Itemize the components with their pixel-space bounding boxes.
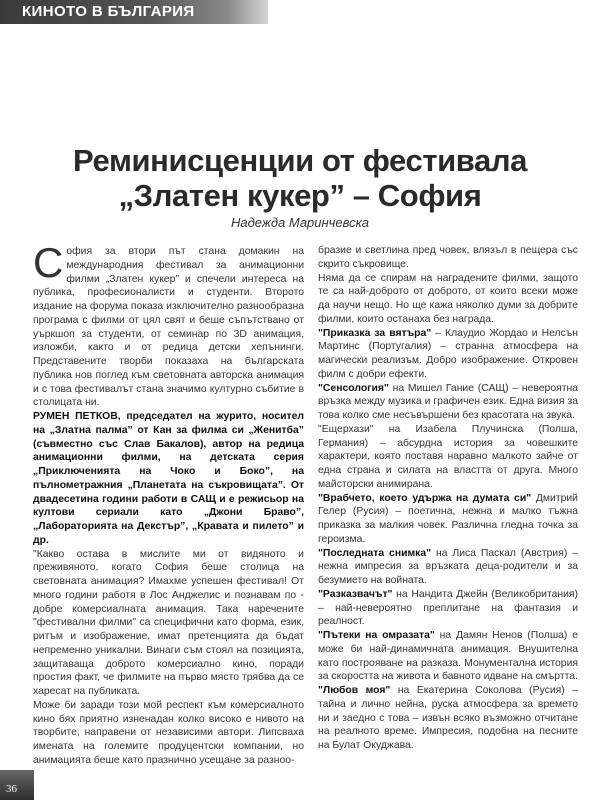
film-entry (318, 684, 578, 753)
paragraph-intro (33, 239, 304, 410)
paragraph-continued: бразие и светлина пред човек, влязъл в пещера със скрито съкровище. (318, 245, 578, 270)
intro-text: офия за втори път стана домакин на международния фестивал за анимационни филми „Златен кукер” и спечели интереса на публика, професионалисти и студенти. Второто издание на форума показа изключително разнообразна програма с филми от цял свят и беше съпътствано от уъркшоп за студенти, от семинар по 3D анимация, изложби, както и от редица детски хепънинги. Представените творби показаха на българската публика нов поглед към световната авторска анимация и с това фестивалът стана значимо културно събитие в столицата ни. (33, 246, 304, 409)
film-title: "Пътеки на омразата" (318, 630, 435, 641)
film-description: на Нандита Джейн (Великобритания) – най-невероятно преплитане на фантазия и реалност. (318, 588, 578, 628)
film-description: на Екатерина Соколова (Русия) – тайна и лично нейна, руска атмосфера за времето ни и заедно с това – извън всяко възможно отчитане на реалното време. Импресия, подобна на песните на Булат Окуджава. (318, 685, 578, 751)
film-entry (318, 492, 578, 547)
film-title: "Разказвачът" (318, 588, 393, 600)
film-title: "Сенсология" (318, 382, 389, 394)
drop-cap: С (33, 239, 64, 286)
paragraph-films-intro: Няма да се спирам на наградените филми, защото те са най-доброто от доброто, от които всеки може да научи нещо. Но ще кажа няколко думи за добрите филми, които останаха без награда. (318, 272, 578, 325)
article-title-line1: Реминисценции от фестивала (73, 143, 527, 178)
film-description: на Лиса Паскал (Австрия) – нежна импресия за връзката деца-родители и за безумието на войната. (318, 547, 578, 586)
film-description: Дмитрий Гелер (Русия) – поетична, нежна и малко тъжна приказка за малкия човек. Различна гледна точка за героизма. (318, 492, 578, 545)
film-title: "Любов моя" (318, 685, 391, 696)
page-number-box (0, 770, 34, 800)
film-description: на Дамян Ненов (Полша) е може би най-динамичната анимация. Внушителна като построяване на разказа. Монументална история за скоростта на живота и бавното идване на смъртта. (318, 630, 578, 683)
film-entry (318, 629, 578, 684)
film-entry (318, 382, 578, 423)
right-column (318, 244, 578, 753)
paragraph-respect: Може би заради този мой респект към комерсиалното кино бях приятно изненадан колко високо е нивото на творбите, направени от независими автори. Липсваха имената на големите продуцентски компании, но анимацията беше като празнично усещане за разноо- (33, 699, 304, 766)
film-description: на Мишел Гание (САЩ) – невероятна връзка между музика и графичен език. Една визия за това колко сме несъвършени без красотата на звука. (318, 382, 578, 421)
film-entry: "Ещерхази" на Изабела Плучинска (Полша, Германия) – абсурдна история за човешките характери, която поставя наравно малкото зайче от една страна и силата на властта от друга. Много майсторски анимирана. (318, 423, 578, 490)
paragraph-quote: "Какво остава в мислите ми от видяното и преживяното, когато София беше столица на световната анимация? Имахме успешен фестивал! От много години работя в Лос Анджелис и познавам по - добре комерсиалната анимация. Така наречените "фестивални филми" са специфични като форма, език, ритъм и изображение, имат претенцията да бъдат непременно уникални. Винаги съм стоял на позицията, защитаваща доброто комерсиално кино, поради простия факт, че филмите на първо място трябва да се харесат на публиката. (33, 548, 304, 697)
article-title-line2: „Златен кукер” – София (118, 178, 482, 213)
section-title: КИНОТО В БЪЛГАРИЯ (22, 3, 195, 20)
left-column (33, 239, 304, 768)
film-entry (318, 588, 578, 629)
film-title: "Врабчето, което удържа на думата си" (318, 492, 532, 504)
film-description: – Клаудио Жордао и Нелсън Мартинс (Португалия) – странна атмосфера на магически реализъм. Добро изображение. Откровен филм с добри ефекти. (318, 327, 578, 380)
film-title: "Приказка за вятъра" (318, 327, 432, 339)
page-number: 36 (6, 783, 17, 795)
film-entry (318, 327, 578, 382)
section-header-bar (0, 0, 268, 24)
film-entry (318, 547, 578, 588)
article-author: Надежда Маринчевска (230, 215, 369, 230)
film-title: "Последната снимка" (318, 547, 432, 559)
paragraph-bio: РУМЕН ПЕТКОВ, председател на журито, носител на „Златна палма” от Кан за филма си „Женитба” (съвместно със Слав Бакалов), автор на редица анимационни филми, на детската серия „Приключенията на Чоко и Боко”, на пълнометражния „Планетата на съкровищата”. От двадесетина години работи в САЩ и е режисьор на култови сериали като „Джони Браво”, „Лабораторията на Декстър”, „Кравата и пилето” и др. (33, 411, 304, 546)
